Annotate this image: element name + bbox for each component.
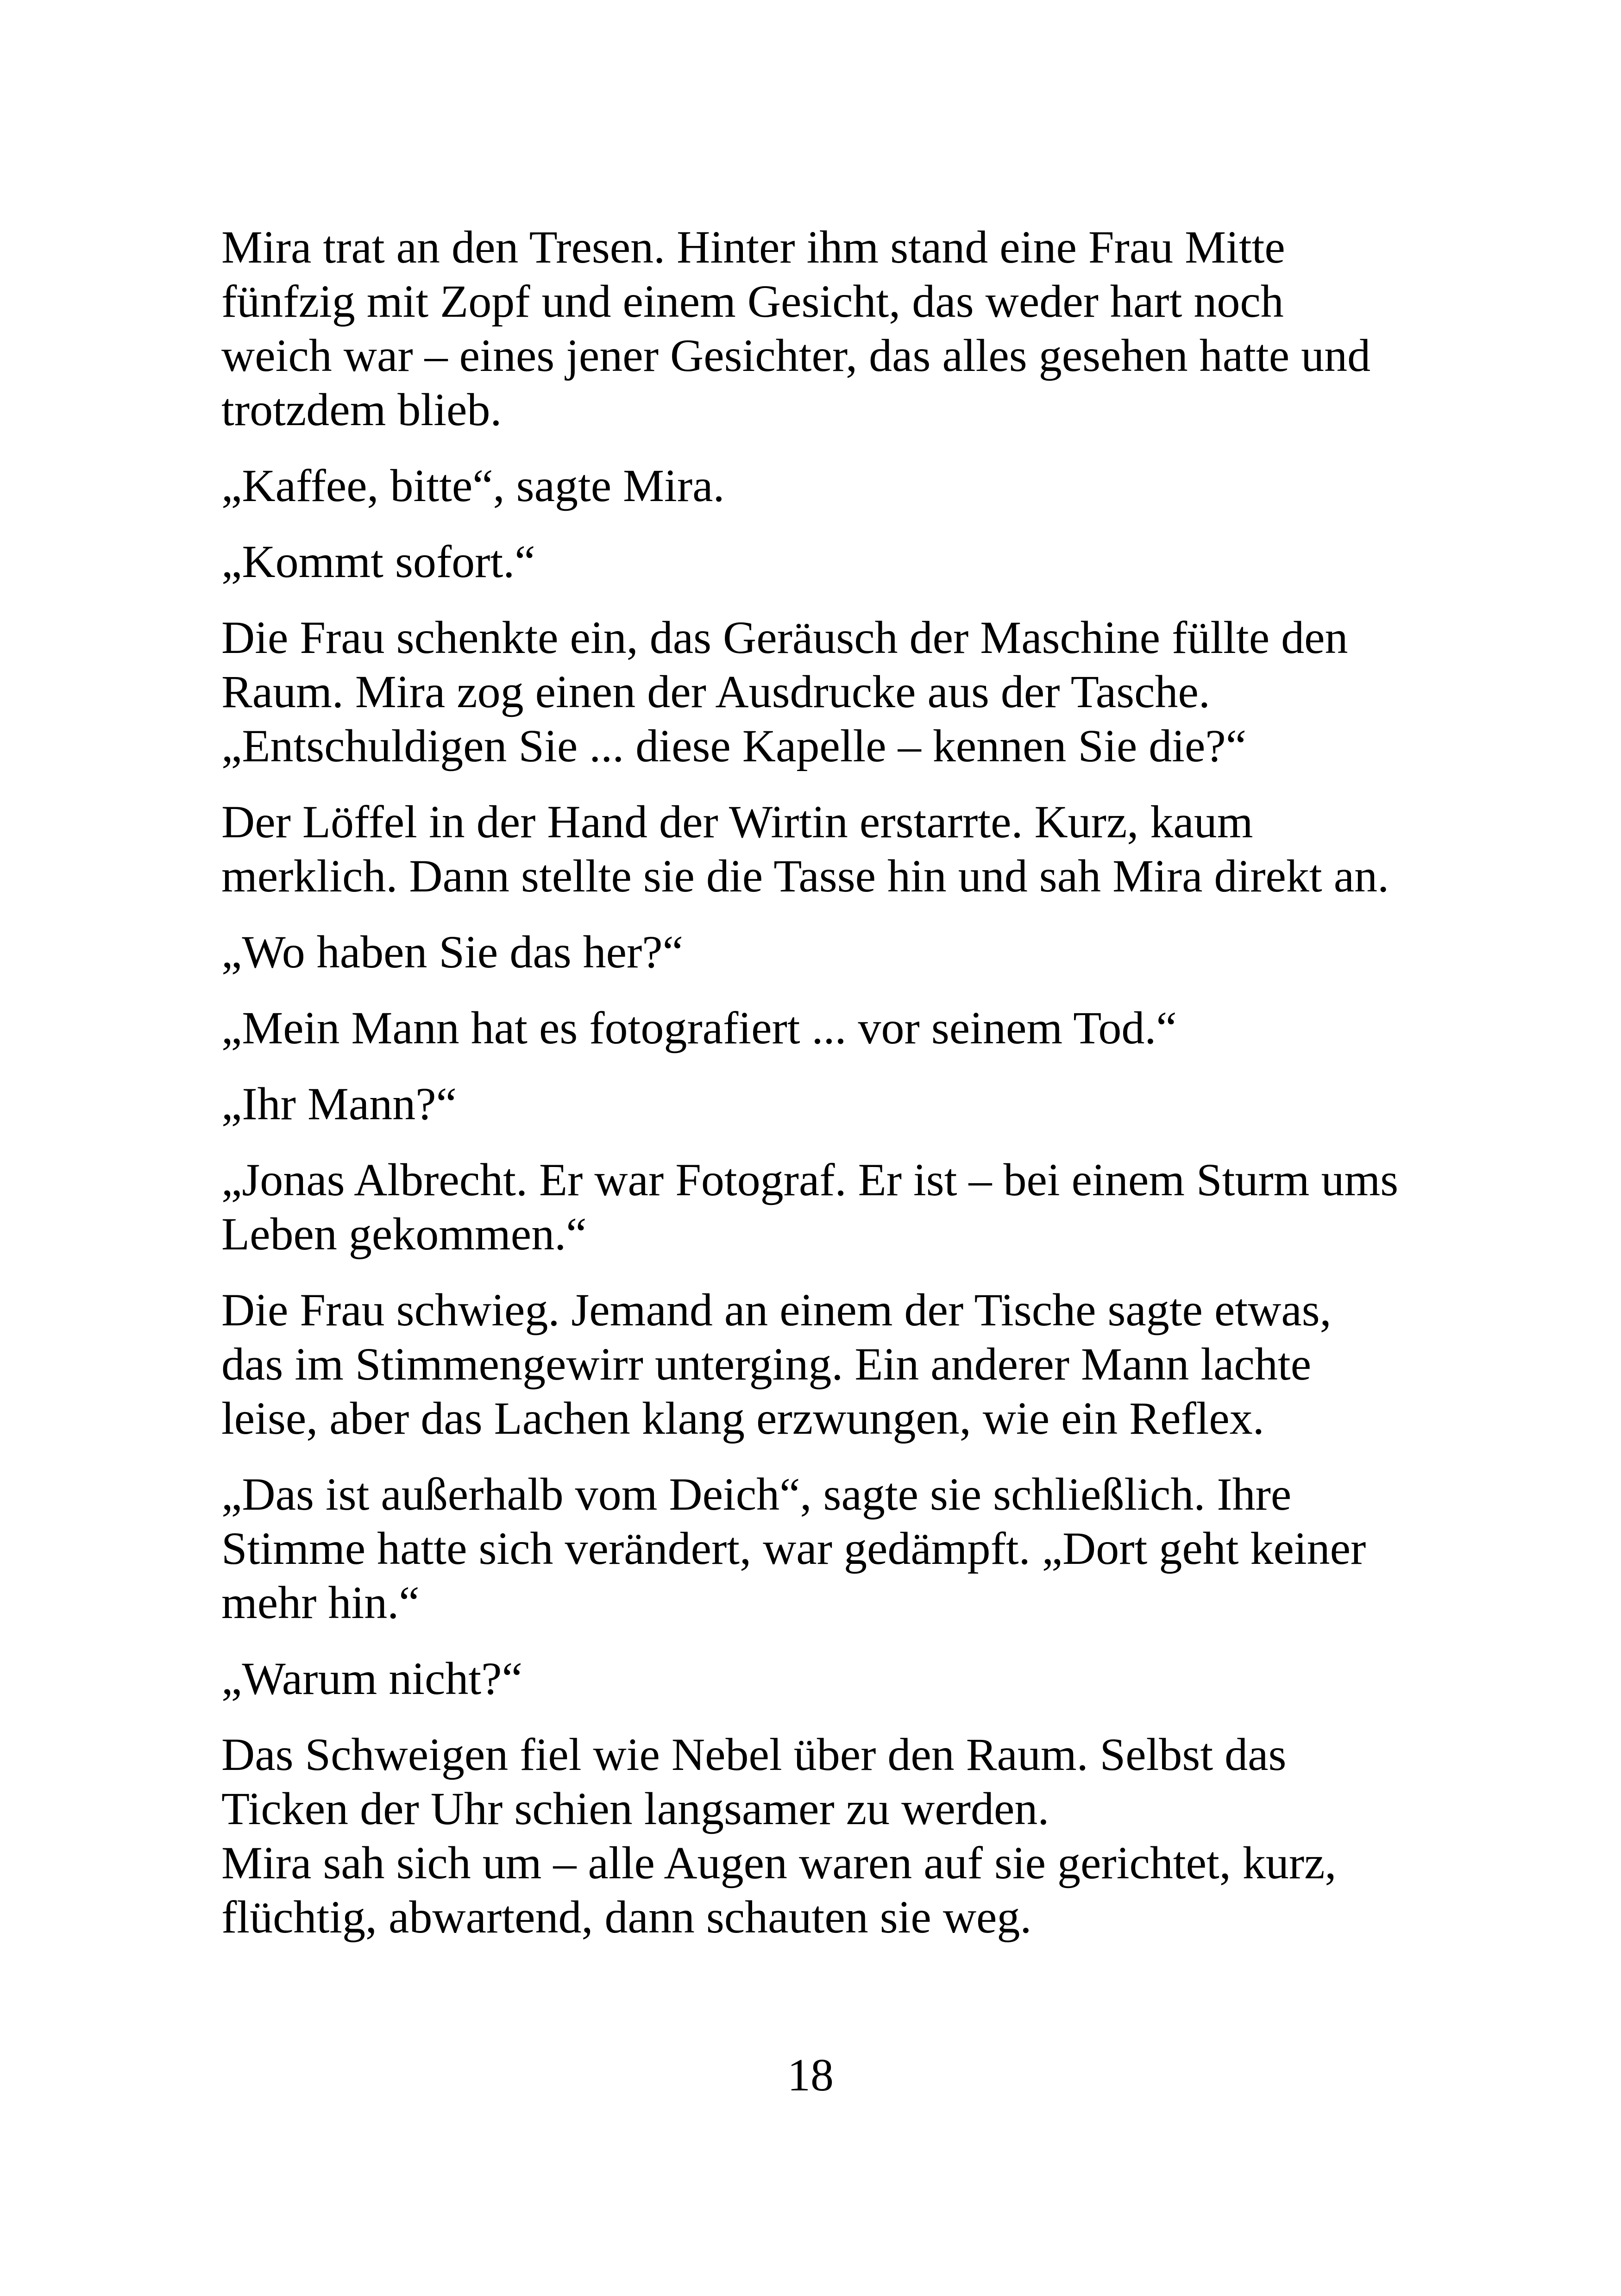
paragraph xyxy=(221,1651,1472,1706)
text-line: merklich. Dann stellte sie die Tasse hin und sah Mira direkt an. xyxy=(221,850,1389,902)
paragraph xyxy=(221,610,1472,773)
paragraph xyxy=(221,458,1472,513)
paragraph xyxy=(221,1467,1472,1630)
page-number: 18 xyxy=(787,2049,834,2101)
text-line: „Entschuldigen Sie ... diese Kapelle – kennen Sie die?“ xyxy=(221,720,1247,772)
text-line: Raum. Mira zog einen der Ausdrucke aus der Tasche. xyxy=(221,666,1210,717)
paragraph xyxy=(221,1077,1472,1131)
paragraph xyxy=(221,1283,1472,1445)
text-line: „Jonas Albrecht. Er war Fotograf. Er ist – bei einem Sturm ums xyxy=(221,1154,1399,1205)
text-line: „Kommt sofort.“ xyxy=(221,536,535,587)
text-line: „Wo haben Sie das her?“ xyxy=(221,926,684,978)
text-line: fünfzig mit Zopf und einem Gesicht, das weder hart noch xyxy=(221,276,1284,327)
text-line: das im Stimmengewirr unterging. Ein anderer Mann lachte xyxy=(221,1338,1312,1390)
text-line: Stimme hatte sich verändert, war gedämpft. „Dort geht keiner xyxy=(221,1523,1366,1574)
text-line: „Kaffee, bitte“, sagte Mira. xyxy=(221,460,725,511)
text-line: Leben gekommen.“ xyxy=(221,1208,587,1260)
text-line: Das Schweigen fiel wie Nebel über den Raum. Selbst das xyxy=(221,1729,1287,1780)
paragraph xyxy=(221,795,1472,903)
text-line: Ticken der Uhr schien langsamer zu werden. xyxy=(221,1783,1049,1834)
paragraph xyxy=(221,1153,1472,1261)
text-line: Die Frau schenkte ein, das Geräusch der Maschine füllte den xyxy=(221,612,1348,663)
text-line: „Das ist außerhalb vom Deich“, sagte sie schließlich. Ihre xyxy=(221,1468,1292,1520)
paragraph xyxy=(221,1001,1472,1055)
paragraph xyxy=(221,534,1472,589)
text-line: flüchtig, abwartend, dann schauten sie weg. xyxy=(221,1891,1032,1943)
text-line: trotzdem blieb. xyxy=(221,384,502,435)
text-line: Der Löffel in der Hand der Wirtin erstarrte. Kurz, kaum xyxy=(221,796,1253,847)
paragraph xyxy=(221,220,1472,437)
text-line: „Warum nicht?“ xyxy=(221,1653,522,1704)
text-line: „Mein Mann hat es fotografiert ... vor seinem Tod.“ xyxy=(221,1002,1177,1054)
text-line: weich war – eines jener Gesichter, das alles gesehen hatte und xyxy=(221,330,1371,381)
text-line: Mira sah sich um – alle Augen waren auf sie gerichtet, kurz, xyxy=(221,1837,1337,1888)
paragraph xyxy=(221,925,1472,979)
text-line: mehr hin.“ xyxy=(221,1577,420,1628)
text-line: Die Frau schwieg. Jemand an einem der Tische sagte etwas, xyxy=(221,1284,1332,1336)
paragraph xyxy=(221,1727,1472,1944)
text-line: „Ihr Mann?“ xyxy=(221,1078,457,1129)
text-line: Mira trat an den Tresen. Hinter ihm stand eine Frau Mitte xyxy=(221,221,1285,273)
body-text xyxy=(221,220,1472,1966)
text-line: leise, aber das Lachen klang erzwungen, wie ein Reflex. xyxy=(221,1393,1264,1444)
